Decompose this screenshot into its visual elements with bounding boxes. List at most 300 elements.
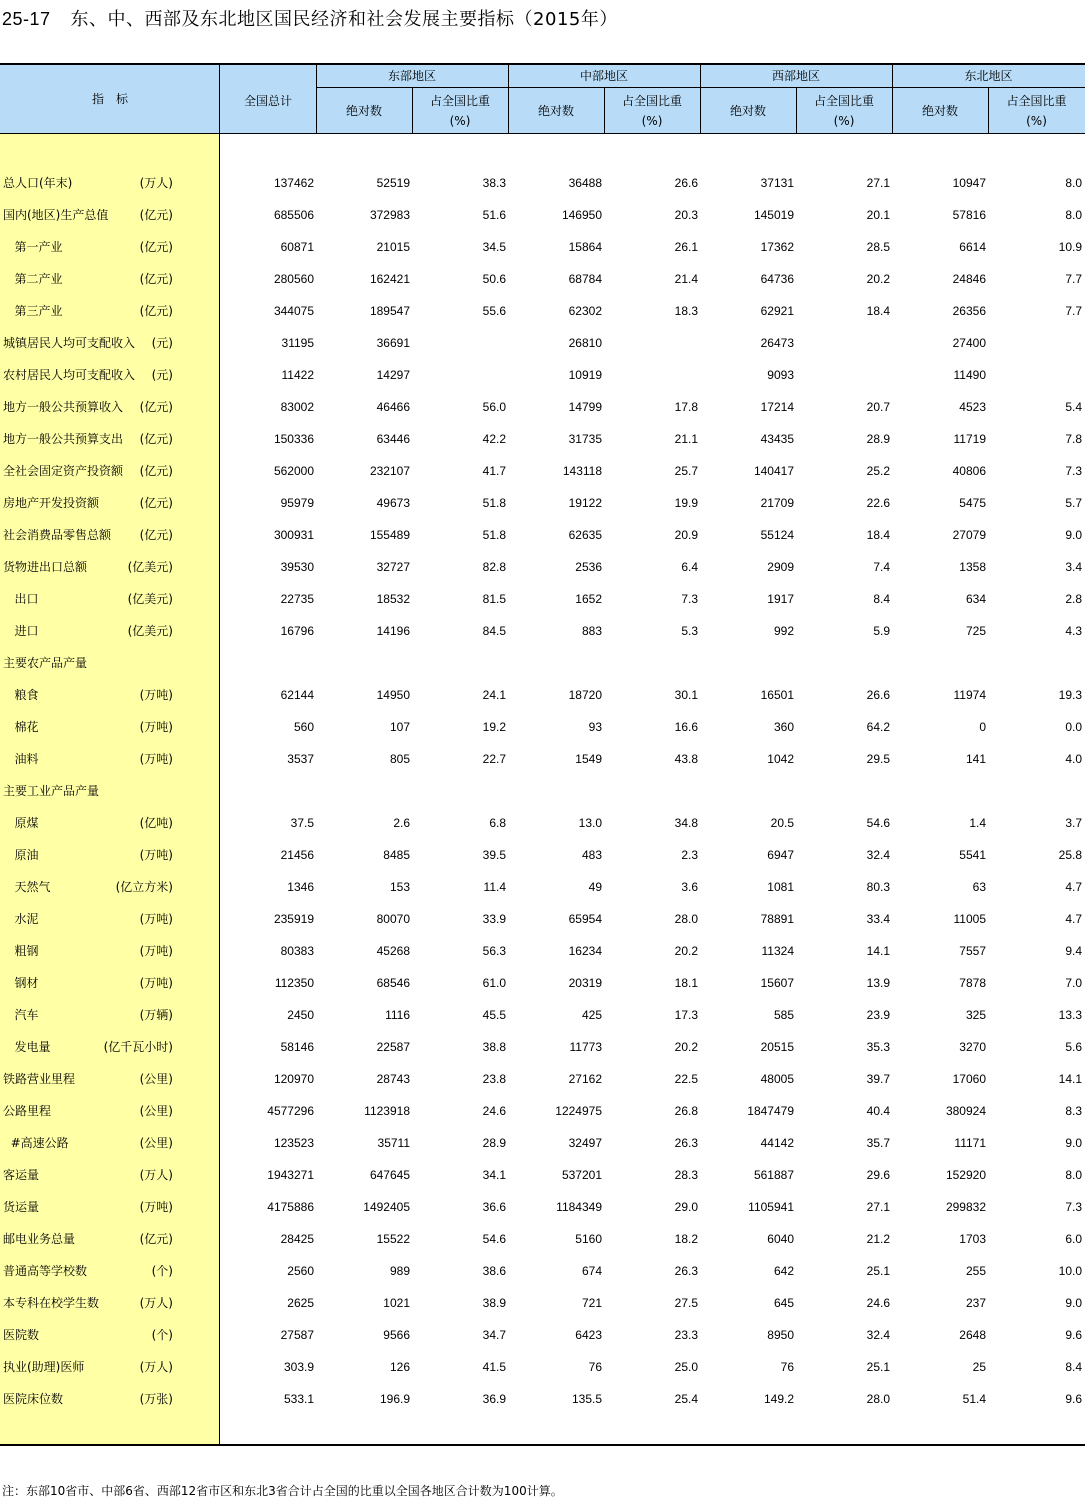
cell-share-percent: 18.2 [674, 1232, 698, 1246]
row-unit: (亿元) [139, 208, 173, 222]
table-row [0, 679, 1085, 711]
header-divider [988, 87, 989, 133]
cell-absolute: 1123918 [364, 1104, 410, 1118]
row-label: 国内(地区)生产总值 [3, 208, 109, 222]
cell-national-total: 120970 [273, 1072, 314, 1086]
row-label: 汽车 [3, 1008, 39, 1022]
cell-absolute: 14297 [376, 368, 410, 382]
cell-share-percent: 8.0 [1065, 176, 1082, 190]
cell-absolute: 647645 [369, 1168, 410, 1182]
cell-absolute: 126 [389, 1360, 410, 1374]
cell-share-percent: 81.5 [482, 592, 506, 606]
cell-absolute: 1917 [767, 592, 794, 606]
header-central-pct [604, 88, 700, 133]
cell-absolute: 372983 [369, 208, 410, 222]
cell-national-total: 112350 [274, 976, 314, 990]
cell-share-percent [796, 775, 890, 807]
cell-share-percent: 6.8 [489, 816, 506, 830]
cell-national-total: 150336 [273, 432, 314, 446]
cell-absolute: 26473 [760, 336, 794, 350]
table-row [0, 231, 1085, 263]
cell-absolute: 24846 [952, 272, 986, 286]
footnote: 注：东部10省市、中部6省、西部12省市区和东北3省合计占全国的比重以全国各地区合计数为100计算。 [2, 1484, 563, 1498]
row-unit: (万人) [139, 1168, 173, 1182]
cell-share-percent: 19.3 [1058, 688, 1082, 702]
cell-absolute: 62921 [760, 304, 794, 318]
row-unit: (元) [151, 368, 173, 382]
cell-share-percent: 22.5 [674, 1072, 698, 1086]
cell-share-percent: 80.3 [866, 880, 890, 894]
cell-absolute [508, 775, 602, 807]
cell-share-percent: 33.4 [866, 912, 890, 926]
header-divider [219, 65, 220, 133]
cell-share-percent: 25.2 [866, 464, 890, 478]
table-row [0, 327, 1085, 359]
row-label: 普通高等学校数 [3, 1264, 88, 1278]
cell-share-percent: 4.7 [1065, 880, 1082, 894]
cell-share-percent: 28.5 [866, 240, 890, 254]
table-header [0, 65, 1085, 134]
table-row [0, 1383, 1085, 1415]
cell-share-percent [604, 647, 698, 679]
cell-absolute: 6947 [767, 848, 794, 862]
cell-share-percent: 32.4 [866, 848, 890, 862]
cell-absolute: 1042 [767, 752, 794, 766]
cell-share-percent: 26.3 [674, 1264, 698, 1278]
row-label: 发电量 [3, 1040, 51, 1054]
table-row [0, 423, 1085, 455]
cell-national-total: 28425 [280, 1232, 314, 1246]
cell-absolute: 196.9 [379, 1392, 410, 1406]
table-row [0, 743, 1085, 775]
cell-absolute: 255 [965, 1264, 986, 1278]
cell-share-percent: 38.3 [482, 176, 506, 190]
cell-share-percent: 8.0 [1065, 1168, 1082, 1182]
cell-share-percent: 36.9 [482, 1392, 506, 1406]
cell-national-total: 300931 [273, 528, 314, 542]
row-unit: (亿元) [139, 304, 173, 318]
cell-share-percent: 54.6 [482, 1232, 506, 1246]
cell-absolute: 32727 [376, 560, 410, 574]
cell-national-total: 562000 [273, 464, 314, 478]
cell-absolute: 76 [588, 1360, 602, 1374]
cell-absolute [892, 647, 986, 679]
cell-share-percent: 33.9 [482, 912, 506, 926]
cell-absolute: 27400 [952, 336, 986, 350]
cell-absolute: 80070 [376, 912, 410, 926]
cell-share-percent: 7.4 [873, 560, 890, 574]
cell-share-percent: 9.0 [1065, 528, 1082, 542]
cell-share-percent: 25.1 [866, 1264, 890, 1278]
cell-national-total: 303.9 [283, 1360, 314, 1374]
cell-absolute: 883 [581, 624, 602, 638]
cell-share-percent: 18.4 [866, 304, 890, 318]
cell-share-percent [988, 647, 1082, 679]
table-number: 25-17 [2, 9, 51, 29]
cell-absolute: 22587 [376, 1040, 410, 1054]
cell-absolute: 26356 [952, 304, 986, 318]
cell-national-total: 83002 [280, 400, 314, 414]
cell-share-percent: 23.8 [482, 1072, 506, 1086]
row-unit: (元) [151, 336, 173, 350]
cell-share-percent: 9.6 [1065, 1392, 1082, 1406]
row-unit: (亿千瓦小时) [103, 1040, 173, 1054]
row-label: 主要农产品产量 [3, 656, 88, 670]
cell-share-percent: 54.6 [866, 816, 890, 830]
cell-national-total: 21456 [280, 848, 314, 862]
cell-share-percent: 2.8 [1065, 592, 1082, 606]
cell-absolute: 805 [389, 752, 410, 766]
cell-absolute: 642 [773, 1264, 794, 1278]
table-row [0, 775, 1085, 807]
row-label: 货运量 [3, 1200, 40, 1214]
cell-share-percent: 10.9 [1058, 240, 1082, 254]
row-label: 本专科在校学生数 [3, 1296, 100, 1310]
cell-share-percent: 20.3 [674, 208, 698, 222]
row-unit: (亿美元) [127, 624, 173, 638]
cell-share-percent: 28.3 [674, 1168, 698, 1182]
header-pct-unit: (%) [1026, 113, 1047, 128]
cell-share-percent: 28.9 [482, 1136, 506, 1150]
cell-share-percent: 42.2 [482, 432, 506, 446]
cell-absolute: 17214 [760, 400, 794, 414]
table-row [0, 807, 1085, 839]
cell-share-percent: 27.1 [866, 1200, 890, 1214]
cell-share-percent: 8.4 [1065, 1360, 1082, 1374]
table-row [0, 711, 1085, 743]
row-unit: (亿元) [139, 496, 173, 510]
cell-absolute: 143118 [562, 464, 602, 478]
cell-national-total: 11422 [281, 368, 314, 382]
cell-share-percent: 18.1 [674, 976, 698, 990]
cell-absolute: 140417 [753, 464, 794, 478]
cell-absolute: 17060 [952, 1072, 986, 1086]
table-row [0, 1159, 1085, 1191]
cell-absolute: 15522 [376, 1232, 410, 1246]
table-row [0, 903, 1085, 935]
cell-share-percent: 64.2 [866, 720, 890, 734]
cell-share-percent: 39.5 [482, 848, 506, 862]
table-row [0, 1063, 1085, 1095]
cell-share-percent: 26.6 [866, 688, 890, 702]
cell-absolute: 27162 [568, 1072, 602, 1086]
cell-share-percent: 56.3 [482, 944, 506, 958]
row-unit: (亿元) [139, 464, 173, 478]
cell-share-percent: 38.9 [482, 1296, 506, 1310]
cell-national-total: 533.1 [283, 1392, 314, 1406]
table-row [0, 1351, 1085, 1383]
cell-share-percent: 38.8 [482, 1040, 506, 1054]
cell-national-total: 37.5 [290, 816, 314, 830]
cell-absolute: 7878 [959, 976, 986, 990]
cell-absolute: 155489 [369, 528, 410, 542]
cell-share-percent: 14.1 [866, 944, 890, 958]
table-row [0, 263, 1085, 295]
cell-share-percent: 23.9 [866, 1008, 890, 1022]
cell-absolute: 11490 [953, 368, 986, 382]
cell-share-percent: 18.3 [674, 304, 698, 318]
header-divider [892, 65, 893, 133]
cell-share-percent: 55.6 [482, 304, 506, 318]
row-label: 邮电业务总量 [3, 1232, 76, 1246]
row-label: #高速公路 [3, 1136, 69, 1150]
cell-national-total: 344075 [273, 304, 314, 318]
row-unit: (亿元) [139, 400, 173, 414]
cell-share-percent: 19.9 [674, 496, 698, 510]
cell-absolute: 63446 [376, 432, 410, 446]
row-label: 第一产业 [3, 240, 63, 254]
cell-absolute: 49 [588, 880, 602, 894]
cell-absolute: 68546 [376, 976, 410, 990]
cell-absolute: 21015 [376, 240, 410, 254]
table-row [0, 583, 1085, 615]
cell-absolute: 31735 [568, 432, 602, 446]
cell-absolute: 1021 [383, 1296, 410, 1310]
cell-share-percent: 4.3 [1065, 624, 1082, 638]
table-row [0, 1255, 1085, 1287]
row-label: 钢材 [3, 976, 39, 990]
row-unit: (亿美元) [127, 560, 173, 574]
row-label: 粗钢 [3, 944, 39, 958]
cell-absolute: 0 [979, 720, 986, 734]
cell-share-percent [796, 359, 890, 391]
header-region-northeast: 东北地区 [964, 69, 1013, 83]
cell-absolute: 6423 [575, 1328, 602, 1342]
cell-share-percent: 19.2 [482, 720, 506, 734]
cell-absolute: 2909 [767, 560, 794, 574]
cell-absolute: 20319 [568, 976, 602, 990]
table-row [0, 1287, 1085, 1319]
cell-absolute: 380924 [945, 1104, 986, 1118]
header-region-central: 中部地区 [579, 69, 628, 83]
cell-national-total: 280560 [273, 272, 314, 286]
row-label: 铁路营业里程 [3, 1072, 76, 1086]
cell-absolute: 674 [581, 1264, 602, 1278]
cell-absolute: 40806 [952, 464, 986, 478]
cell-national-total: 31195 [281, 336, 314, 350]
data-table [0, 63, 1085, 1446]
cell-absolute: 325 [965, 1008, 986, 1022]
header-divider [316, 65, 317, 133]
cell-absolute: 1492405 [363, 1200, 410, 1214]
row-label: 天然气 [3, 880, 51, 894]
cell-absolute: 6040 [767, 1232, 794, 1246]
table-row [0, 871, 1085, 903]
cell-absolute [892, 775, 986, 807]
cell-absolute: 9093 [767, 368, 794, 382]
header-pct-label: 占全国比重 [813, 93, 874, 108]
cell-national-total: 39530 [280, 560, 314, 574]
header-divider [604, 87, 605, 133]
cell-share-percent: 9.0 [1065, 1296, 1082, 1310]
row-label: 医院床位数 [3, 1392, 64, 1406]
cell-national-total: 16796 [280, 624, 314, 638]
cell-share-percent: 51.8 [482, 496, 506, 510]
table-row [0, 295, 1085, 327]
cell-absolute: 36488 [568, 176, 602, 190]
table-row [0, 1319, 1085, 1351]
row-label: 货物进出口总额 [3, 560, 88, 574]
cell-absolute: 145019 [753, 208, 794, 222]
cell-absolute: 49673 [376, 496, 410, 510]
cell-share-percent: 32.4 [866, 1328, 890, 1342]
cell-absolute: 37131 [760, 176, 794, 190]
row-label: 房地产开发投资额 [3, 496, 100, 510]
header-region-west: 西部地区 [771, 69, 820, 83]
cell-national-total: 27587 [280, 1328, 314, 1342]
header-divider [796, 87, 797, 133]
cell-share-percent: 7.7 [1065, 304, 1082, 318]
cell-share-percent: 8.3 [1065, 1104, 1082, 1118]
cell-absolute [508, 647, 602, 679]
cell-share-percent: 34.5 [482, 240, 506, 254]
table-row [0, 1223, 1085, 1255]
row-unit: (公里) [139, 1136, 173, 1150]
cell-national-total: 62144 [280, 688, 314, 702]
cell-absolute: 44142 [760, 1136, 794, 1150]
cell-share-percent: 34.8 [674, 816, 698, 830]
cell-absolute: 537201 [561, 1168, 602, 1182]
cell-absolute: 8950 [767, 1328, 794, 1342]
row-label: 客运量 [3, 1168, 40, 1182]
cell-absolute: 46466 [376, 400, 410, 414]
cell-absolute: 15607 [760, 976, 794, 990]
cell-absolute: 162421 [369, 272, 410, 286]
table-row [0, 551, 1085, 583]
cell-share-percent [604, 327, 698, 359]
cell-share-percent: 18.4 [866, 528, 890, 542]
row-unit: (亿元) [139, 432, 173, 446]
cell-share-percent: 3.4 [1065, 560, 1082, 574]
cell-share-percent: 35.7 [866, 1136, 890, 1150]
cell-absolute: 1703 [959, 1232, 986, 1246]
page-title [2, 6, 618, 32]
cell-absolute: 189547 [369, 304, 410, 318]
cell-share-percent: 5.9 [873, 624, 890, 638]
cell-share-percent: 24.6 [482, 1104, 506, 1118]
cell-share-percent: 13.3 [1058, 1008, 1082, 1022]
cell-absolute: 153 [389, 880, 410, 894]
cell-share-percent: 51.6 [482, 208, 506, 222]
header-divider [508, 65, 509, 133]
cell-national-total: 137462 [273, 176, 314, 190]
cell-share-percent: 24.6 [866, 1296, 890, 1310]
row-label: 总人口(年末) [3, 176, 73, 190]
cell-absolute: 52519 [376, 176, 410, 190]
table-row [0, 167, 1085, 199]
cell-absolute: 25 [972, 1360, 986, 1374]
cell-share-percent [412, 775, 506, 807]
row-unit: (万吨) [139, 912, 173, 926]
cell-absolute: 299832 [945, 1200, 986, 1214]
cell-share-percent: 11.4 [483, 880, 506, 894]
cell-share-percent [604, 359, 698, 391]
cell-absolute: 21709 [760, 496, 794, 510]
cell-national-total [220, 775, 314, 807]
row-unit: (万张) [139, 1392, 173, 1406]
cell-absolute: 17362 [760, 240, 794, 254]
cell-absolute: 51.4 [962, 1392, 986, 1406]
cell-absolute: 16501 [760, 688, 794, 702]
header-central-abs: 绝对数 [537, 103, 574, 118]
row-unit: (万辆) [139, 1008, 173, 1022]
cell-absolute: 8485 [383, 848, 410, 862]
cell-share-percent: 5.7 [1065, 496, 1082, 510]
table-row [0, 359, 1085, 391]
cell-absolute: 55124 [760, 528, 794, 542]
table-row [0, 967, 1085, 999]
cell-share-percent: 25.1 [866, 1360, 890, 1374]
cell-share-percent [412, 359, 506, 391]
cell-absolute: 989 [389, 1264, 410, 1278]
header-west-abs: 绝对数 [729, 103, 766, 118]
cell-share-percent: 25.7 [674, 464, 698, 478]
cell-absolute: 585 [773, 1008, 794, 1022]
cell-absolute: 7557 [959, 944, 986, 958]
row-unit: (亿立方米) [115, 880, 173, 894]
cell-absolute: 35711 [377, 1136, 410, 1150]
cell-share-percent: 7.3 [681, 592, 698, 606]
cell-share-percent: 25.4 [674, 1392, 698, 1406]
cell-absolute: 11974 [953, 688, 986, 702]
cell-absolute: 14196 [376, 624, 410, 638]
cell-absolute: 721 [581, 1296, 602, 1310]
table-row [0, 935, 1085, 967]
row-unit: (个) [151, 1328, 173, 1342]
cell-absolute: 2648 [959, 1328, 986, 1342]
cell-share-percent: 20.2 [674, 944, 698, 958]
cell-absolute: 425 [581, 1008, 602, 1022]
cell-absolute: 43435 [760, 432, 794, 446]
cell-share-percent [796, 327, 890, 359]
cell-share-percent [604, 775, 698, 807]
cell-share-percent [412, 647, 506, 679]
cell-share-percent: 26.8 [674, 1104, 698, 1118]
cell-share-percent: 5.3 [681, 624, 698, 638]
cell-absolute: 36691 [376, 336, 410, 350]
cell-national-total: 685506 [273, 208, 314, 222]
table-row [0, 615, 1085, 647]
table-row [0, 487, 1085, 519]
cell-absolute: 992 [773, 624, 794, 638]
cell-share-percent: 7.8 [1065, 432, 1082, 446]
cell-share-percent: 23.3 [674, 1328, 698, 1342]
cell-share-percent: 4.7 [1065, 912, 1082, 926]
cell-share-percent: 34.1 [482, 1168, 506, 1182]
cell-national-total: 1943271 [267, 1168, 314, 1182]
cell-national-total: 2625 [287, 1296, 314, 1310]
row-label: 第二产业 [3, 272, 63, 286]
header-pct-label: 占全国比重 [1006, 93, 1067, 108]
row-label: 全社会固定资产投资额 [3, 464, 124, 478]
cell-share-percent: 28.0 [866, 1392, 890, 1406]
row-unit: (万吨) [139, 976, 173, 990]
cell-absolute: 645 [773, 1296, 794, 1310]
cell-absolute: 15864 [568, 240, 602, 254]
cell-absolute: 146950 [561, 208, 602, 222]
row-label: 进口 [3, 624, 39, 638]
cell-absolute: 1116 [385, 1008, 410, 1022]
cell-absolute: 232107 [369, 464, 410, 478]
cell-share-percent: 4.0 [1065, 752, 1082, 766]
cell-share-percent: 20.1 [866, 208, 890, 222]
table-row [0, 1031, 1085, 1063]
cell-share-percent: 25.8 [1058, 848, 1082, 862]
cell-share-percent: 28.9 [866, 432, 890, 446]
cell-absolute: 62635 [568, 528, 602, 542]
row-label: 农村居民人均可支配收入 [3, 368, 136, 382]
cell-share-percent [796, 647, 890, 679]
